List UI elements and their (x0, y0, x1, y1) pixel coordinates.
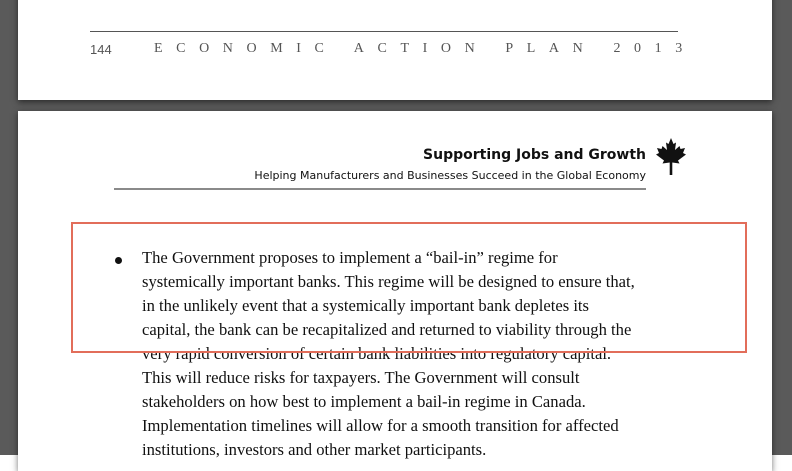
paragraph-line: The Government proposes to implement a “bail-in” regime for (142, 248, 558, 267)
paragraph-line: capital, the bank can be recapitalized and returned to viability through the (142, 320, 632, 339)
maple-leaf-icon (654, 137, 688, 177)
page-number: 144 (90, 42, 112, 57)
section-title: Supporting Jobs and Growth (423, 147, 646, 163)
paragraph-line: in the unlikely event that a systemically important bank depletes its (142, 296, 590, 315)
section-rule (114, 188, 646, 190)
previous-page (18, 0, 772, 100)
paragraph-line: very rapid conversion of certain bank liabilities into regulatory capital. (142, 344, 612, 363)
paragraph-line: This will reduce risks for taxpayers. The Government will consult (142, 368, 580, 387)
running-title: ECONOMIC ACTION PLAN 2013 (154, 41, 696, 56)
paragraph-line: stakeholders on how best to implement a bail-in regime in Canada. (142, 392, 586, 411)
paragraph-line: institutions, investors and other market participants. (142, 440, 487, 459)
paragraph-line: Implementation timelines will allow for a smooth transition for affected (142, 416, 619, 435)
highlight-box (71, 222, 747, 353)
section-subtitle: Helping Manufacturers and Businesses Succeed in the Global Economy (254, 169, 646, 182)
header-rule (90, 31, 678, 32)
paragraph-line: systemically important banks. This regime will be designed to ensure that, (142, 272, 635, 291)
